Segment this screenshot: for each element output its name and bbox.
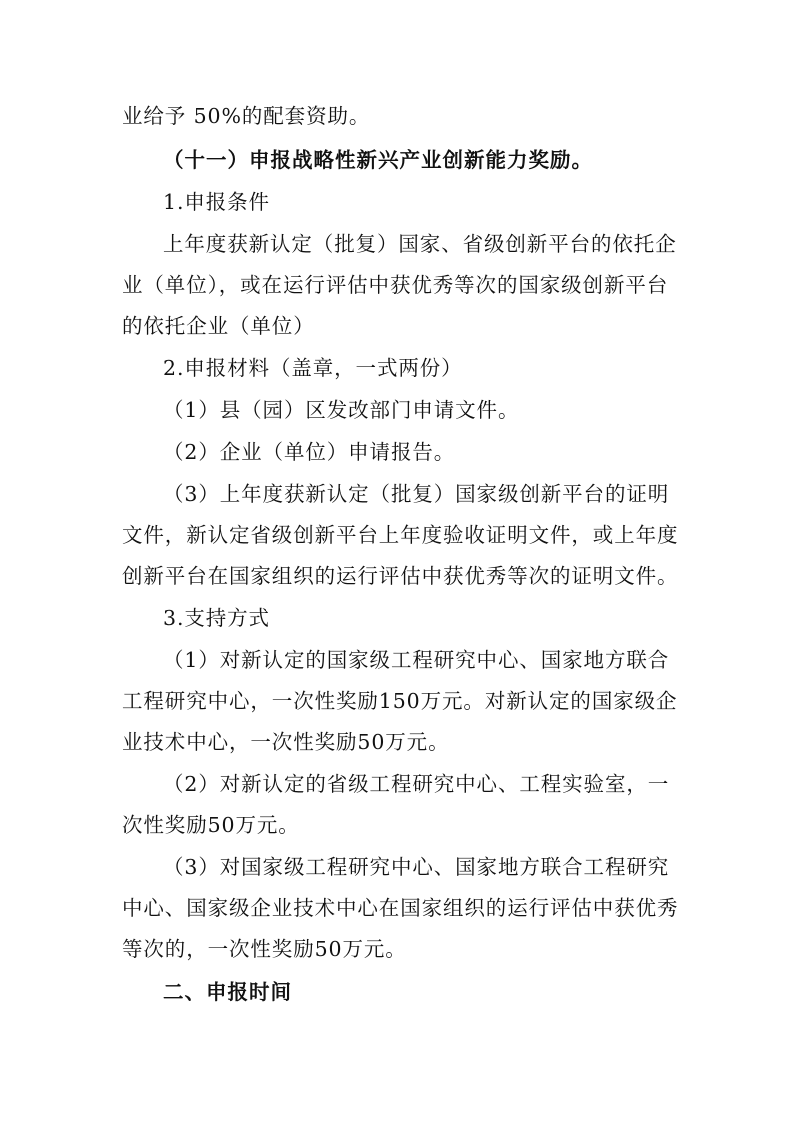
paragraph-line: 业（单位），或在运行评估中获优秀等次的国家级创新平台 [122, 273, 669, 297]
list-item: （1）对新认定的国家级工程研究中心、国家地方联合 [163, 648, 670, 672]
paragraph-line: 的依托企业（单位） [122, 314, 315, 338]
paragraph-line: 次性奖励50万元。 [122, 813, 300, 837]
paragraph-line: 上年度获新认定（批复）国家、省级创新平台的依托企 [163, 232, 677, 256]
paragraph-line: 创新平台在国家组织的运行评估中获优秀等次的证明文件。 [122, 564, 679, 588]
section-heading-application-time: 二、申报时间 [163, 980, 292, 1004]
section-heading-eleven: （十一）申报战略性新兴产业创新能力奖励。 [163, 148, 593, 172]
paragraph-line: 业技术中心，一次性奖励50万元。 [122, 730, 450, 754]
list-item: （3）对国家级工程研究中心、国家地方联合工程研究 [163, 855, 670, 879]
subheading-application-materials: 2.申报材料（盖章，一式两份） [163, 356, 463, 380]
list-item: （3）上年度获新认定（批复）国家级创新平台的证明 [163, 482, 670, 506]
paragraph-line: 中心、国家级企业技术中心在国家组织的运行评估中获优秀 [122, 896, 679, 920]
subheading-support-method: 3.支持方式 [163, 606, 270, 630]
subheading-application-conditions: 1.申报条件 [163, 190, 270, 214]
paragraph-line-continuation: 业给予 50%的配套资助。 [122, 104, 371, 128]
paragraph-line: 等次的，一次性奖励50万元。 [122, 937, 407, 961]
paragraph-line: 文件，新认定省级创新平台上年度验收证明文件，或上年度 [122, 523, 679, 547]
list-item: （2）企业（单位）申请报告。 [163, 440, 456, 464]
list-item: （1）县（园）区发改部门申请文件。 [163, 398, 520, 422]
paragraph-line: 工程研究中心，一次性奖励150万元。对新认定的国家级企 [122, 689, 678, 713]
list-item: （2）对新认定的省级工程研究中心、工程实验室，一 [163, 772, 670, 796]
